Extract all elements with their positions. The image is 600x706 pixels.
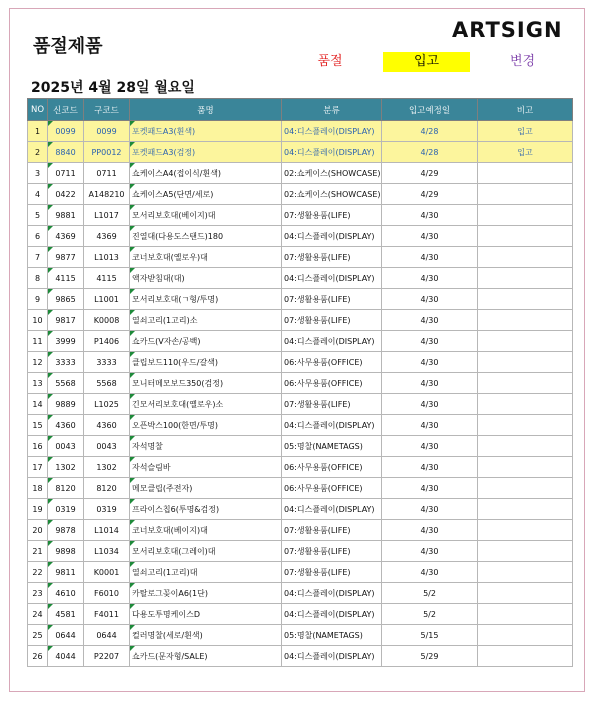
col-remarks-header: 비고 [478, 99, 573, 121]
row-number-cell: 26 [28, 646, 48, 667]
arrival-date-cell: 4/30 [382, 289, 478, 310]
row-number-cell: 10 [28, 310, 48, 331]
product-name-cell: 카탈로그꽂이A6(1단) [130, 583, 282, 604]
remarks-cell [478, 520, 573, 541]
new-code-cell: 9881 [48, 205, 84, 226]
arrival-date-cell: 4/30 [382, 562, 478, 583]
product-name-cell: 컬러명찰(세로/흰색) [130, 625, 282, 646]
old-code-cell: L1025 [84, 394, 130, 415]
category-cell: 07:생활용품(LIFE) [282, 247, 382, 268]
old-code-cell: 0644 [84, 625, 130, 646]
row-number-cell: 19 [28, 499, 48, 520]
product-name-cell: 액자받침대(대) [130, 268, 282, 289]
arrival-date-cell: 4/30 [382, 415, 478, 436]
new-code-cell: 8840 [48, 142, 84, 163]
old-code-cell: PP0012 [84, 142, 130, 163]
table-row [28, 457, 573, 478]
category-cell: 07:생활용품(LIFE) [282, 289, 382, 310]
old-code-cell: 5568 [84, 373, 130, 394]
arrival-date-cell: 4/30 [382, 331, 478, 352]
old-code-cell: 0043 [84, 436, 130, 457]
product-name-cell: 모서리보호대(베이지)대 [130, 205, 282, 226]
old-code-cell: 0099 [84, 121, 130, 142]
new-code-cell: 8120 [48, 478, 84, 499]
arrival-date-cell: 4/30 [382, 226, 478, 247]
category-cell: 04:디스플레이(DISPLAY) [282, 226, 382, 247]
remarks-cell [478, 268, 573, 289]
row-number-cell: 5 [28, 205, 48, 226]
remarks-cell [478, 646, 573, 667]
arrival-date-cell: 5/15 [382, 625, 478, 646]
row-number-cell: 23 [28, 583, 48, 604]
table-row [28, 499, 573, 520]
new-code-cell: 9817 [48, 310, 84, 331]
category-cell: 04:디스플레이(DISPLAY) [282, 604, 382, 625]
new-code-cell: 0099 [48, 121, 84, 142]
row-number-cell: 11 [28, 331, 48, 352]
remarks-cell [478, 205, 573, 226]
row-number-cell: 1 [28, 121, 48, 142]
product-name-cell: 진열대(다용도스탠드)180 [130, 226, 282, 247]
product-name-cell: 다용도투명케이스D [130, 604, 282, 625]
remarks-cell [478, 625, 573, 646]
remarks-cell [478, 394, 573, 415]
remarks-cell [478, 583, 573, 604]
category-cell: 06:사무용품(OFFICE) [282, 478, 382, 499]
new-code-cell: 4360 [48, 415, 84, 436]
remarks-cell [478, 499, 573, 520]
new-code-cell: 4581 [48, 604, 84, 625]
product-name-cell: 클립보드110(우드/갈색) [130, 352, 282, 373]
remarks-cell [478, 457, 573, 478]
new-code-cell: 9877 [48, 247, 84, 268]
remarks-cell [478, 331, 573, 352]
table-row [28, 373, 573, 394]
new-code-cell: 9889 [48, 394, 84, 415]
remarks-cell [478, 289, 573, 310]
remarks-cell [478, 352, 573, 373]
col-no-header: NO [28, 99, 48, 121]
old-code-cell: 4369 [84, 226, 130, 247]
category-cell: 04:디스플레이(DISPLAY) [282, 646, 382, 667]
remarks-cell [478, 226, 573, 247]
product-name-cell: 쇼케이스A5(단면/세로) [130, 184, 282, 205]
arrival-date-cell: 4/30 [382, 352, 478, 373]
product-name-cell: 메모클립(주전자) [130, 478, 282, 499]
category-cell: 02:쇼케이스(SHOWCASE) [282, 184, 382, 205]
category-cell: 06:사무용품(OFFICE) [282, 352, 382, 373]
old-code-cell: 8120 [84, 478, 130, 499]
new-code-cell: 1302 [48, 457, 84, 478]
row-number-cell: 18 [28, 478, 48, 499]
row-number-cell: 16 [28, 436, 48, 457]
row-number-cell: 20 [28, 520, 48, 541]
category-cell: 04:디스플레이(DISPLAY) [282, 268, 382, 289]
col-new-code-header: 신코드 [48, 99, 84, 121]
row-number-cell: 12 [28, 352, 48, 373]
legend-restocked: 입고 [383, 52, 470, 72]
arrival-date-cell: 4/30 [382, 394, 478, 415]
remarks-cell [478, 604, 573, 625]
arrival-date-cell: 4/30 [382, 541, 478, 562]
table-row [28, 478, 573, 499]
category-cell: 04:디스플레이(DISPLAY) [282, 499, 382, 520]
product-name-cell: 열쇠고리(1고리)대 [130, 562, 282, 583]
table-row [28, 436, 573, 457]
arrival-date-cell: 4/29 [382, 163, 478, 184]
new-code-cell: 0422 [48, 184, 84, 205]
row-number-cell: 13 [28, 373, 48, 394]
category-cell: 07:생활용품(LIFE) [282, 562, 382, 583]
product-name-cell: 포켓패드A3(흰색) [130, 121, 282, 142]
arrival-date-cell: 4/29 [382, 184, 478, 205]
col-product-name-header: 품명 [130, 99, 282, 121]
table-row [28, 394, 573, 415]
product-name-cell: 모서리보호대(그레이)대 [130, 541, 282, 562]
old-code-cell: K0008 [84, 310, 130, 331]
category-cell: 04:디스플레이(DISPLAY) [282, 121, 382, 142]
table-header-row [28, 99, 573, 121]
new-code-cell: 0644 [48, 625, 84, 646]
old-code-cell: 4360 [84, 415, 130, 436]
remarks-cell [478, 478, 573, 499]
legend-out-of-stock: 품절 [317, 54, 343, 69]
new-code-cell: 0043 [48, 436, 84, 457]
table-row [28, 121, 573, 142]
product-name-cell: 모서리보호대(ㄱ형/투명) [130, 289, 282, 310]
table-row [28, 205, 573, 226]
product-name-cell: 쇼카드(V자손/공백) [130, 331, 282, 352]
table-row [28, 289, 573, 310]
arrival-date-cell: 4/30 [382, 205, 478, 226]
product-name-cell: 코너보호대(베이지)대 [130, 520, 282, 541]
row-number-cell: 21 [28, 541, 48, 562]
new-code-cell: 3999 [48, 331, 84, 352]
remarks-cell [478, 163, 573, 184]
old-code-cell: 4115 [84, 268, 130, 289]
row-number-cell: 2 [28, 142, 48, 163]
row-number-cell: 14 [28, 394, 48, 415]
table-row [28, 352, 573, 373]
row-number-cell: 7 [28, 247, 48, 268]
remarks-cell [478, 415, 573, 436]
new-code-cell: 9878 [48, 520, 84, 541]
table-row [28, 415, 573, 436]
col-category-header: 분류 [282, 99, 382, 121]
old-code-cell: A148210 [84, 184, 130, 205]
category-cell: 04:디스플레이(DISPLAY) [282, 331, 382, 352]
category-cell: 07:생활용품(LIFE) [282, 520, 382, 541]
category-cell: 07:생활용품(LIFE) [282, 310, 382, 331]
table-row [28, 541, 573, 562]
remarks-cell [478, 373, 573, 394]
arrival-date-cell: 4/30 [382, 436, 478, 457]
row-number-cell: 6 [28, 226, 48, 247]
row-number-cell: 15 [28, 415, 48, 436]
table-row [28, 520, 573, 541]
brand-logo: ARTSIGN [452, 18, 563, 42]
remarks-cell [478, 436, 573, 457]
arrival-date-cell: 4/28 [382, 142, 478, 163]
old-code-cell: 3333 [84, 352, 130, 373]
arrival-date-cell: 4/30 [382, 520, 478, 541]
new-code-cell: 0711 [48, 163, 84, 184]
category-cell: 07:생활용품(LIFE) [282, 394, 382, 415]
new-code-cell: 3333 [48, 352, 84, 373]
category-cell: 05:명찰(NAMETAGS) [282, 625, 382, 646]
new-code-cell: 4115 [48, 268, 84, 289]
arrival-date-cell: 5/2 [382, 583, 478, 604]
old-code-cell: 1302 [84, 457, 130, 478]
product-name-cell: 코너보호대(옐로우)대 [130, 247, 282, 268]
table-row [28, 310, 573, 331]
row-number-cell: 25 [28, 625, 48, 646]
category-cell: 06:사무용품(OFFICE) [282, 457, 382, 478]
table-row [28, 583, 573, 604]
table-row [28, 163, 573, 184]
category-cell: 04:디스플레이(DISPLAY) [282, 415, 382, 436]
new-code-cell: 0319 [48, 499, 84, 520]
remarks-cell: 입고 [478, 121, 573, 142]
table-row [28, 562, 573, 583]
table-row [28, 268, 573, 289]
product-name-cell: 포켓패드A3(검정) [130, 142, 282, 163]
product-name-cell: 열쇠고리(1고리)소 [130, 310, 282, 331]
table-body [28, 121, 573, 667]
old-code-cell: K0001 [84, 562, 130, 583]
product-name-cell: 자석슬림바 [130, 457, 282, 478]
category-cell: 07:생활용품(LIFE) [282, 541, 382, 562]
old-code-cell: P2207 [84, 646, 130, 667]
new-code-cell: 5568 [48, 373, 84, 394]
category-cell: 05:명찰(NAMETAGS) [282, 436, 382, 457]
table-row [28, 226, 573, 247]
product-name-cell: 프라이스칩6(투명&검정) [130, 499, 282, 520]
arrival-date-cell: 4/30 [382, 268, 478, 289]
arrival-date-cell: 4/30 [382, 499, 478, 520]
new-code-cell: 9865 [48, 289, 84, 310]
arrival-date-cell: 4/30 [382, 373, 478, 394]
arrival-date-cell: 4/30 [382, 247, 478, 268]
old-code-cell: L1014 [84, 520, 130, 541]
table-row [28, 604, 573, 625]
table-row [28, 331, 573, 352]
category-cell: 06:사무용품(OFFICE) [282, 373, 382, 394]
category-cell: 07:생활용품(LIFE) [282, 205, 382, 226]
old-code-cell: L1017 [84, 205, 130, 226]
arrival-date-cell: 4/30 [382, 310, 478, 331]
row-number-cell: 17 [28, 457, 48, 478]
new-code-cell: 4369 [48, 226, 84, 247]
row-number-cell: 24 [28, 604, 48, 625]
remarks-cell [478, 310, 573, 331]
table-row [28, 142, 573, 163]
old-code-cell: L1034 [84, 541, 130, 562]
row-number-cell: 22 [28, 562, 48, 583]
old-code-cell: 0319 [84, 499, 130, 520]
product-name-cell: 쇼카드(문자형/SALE) [130, 646, 282, 667]
old-code-cell: F4011 [84, 604, 130, 625]
product-name-cell: 모니터메모보드350(검정) [130, 373, 282, 394]
remarks-cell: 입고 [478, 142, 573, 163]
row-number-cell: 4 [28, 184, 48, 205]
arrival-date-cell: 4/28 [382, 121, 478, 142]
remarks-cell [478, 247, 573, 268]
row-number-cell: 9 [28, 289, 48, 310]
row-number-cell: 3 [28, 163, 48, 184]
new-code-cell: 9811 [48, 562, 84, 583]
col-arrival-date-header: 입고예정일 [382, 99, 478, 121]
product-name-cell: 오픈박스100(한면/투명) [130, 415, 282, 436]
arrival-date-cell: 5/2 [382, 604, 478, 625]
category-cell: 04:디스플레이(DISPLAY) [282, 583, 382, 604]
old-code-cell: F6010 [84, 583, 130, 604]
old-code-cell: P1406 [84, 331, 130, 352]
legend-changed: 변경 [509, 54, 536, 69]
table-row [28, 625, 573, 646]
category-cell: 04:디스플레이(DISPLAY) [282, 142, 382, 163]
new-code-cell: 9898 [48, 541, 84, 562]
table-row [28, 247, 573, 268]
table-row [28, 184, 573, 205]
report-date: 2025년 4월 28일 월요일 [31, 80, 195, 96]
col-old-code-header: 구코드 [84, 99, 130, 121]
remarks-cell [478, 541, 573, 562]
old-code-cell: 0711 [84, 163, 130, 184]
remarks-cell [478, 184, 573, 205]
row-number-cell: 8 [28, 268, 48, 289]
table-row [28, 646, 573, 667]
out-of-stock-table [27, 98, 573, 667]
arrival-date-cell: 4/30 [382, 478, 478, 499]
product-name-cell: 자석명찰 [130, 436, 282, 457]
page-title: 품절제품 [33, 36, 103, 57]
category-cell: 02:쇼케이스(SHOWCASE) [282, 163, 382, 184]
old-code-cell: L1001 [84, 289, 130, 310]
new-code-cell: 4610 [48, 583, 84, 604]
product-name-cell: 쇼케이스A4(접이식/흰색) [130, 163, 282, 184]
old-code-cell: L1013 [84, 247, 130, 268]
arrival-date-cell: 4/30 [382, 457, 478, 478]
new-code-cell: 4044 [48, 646, 84, 667]
product-name-cell: 긴모서리보호대(옐로우)소 [130, 394, 282, 415]
arrival-date-cell: 5/29 [382, 646, 478, 667]
remarks-cell [478, 562, 573, 583]
